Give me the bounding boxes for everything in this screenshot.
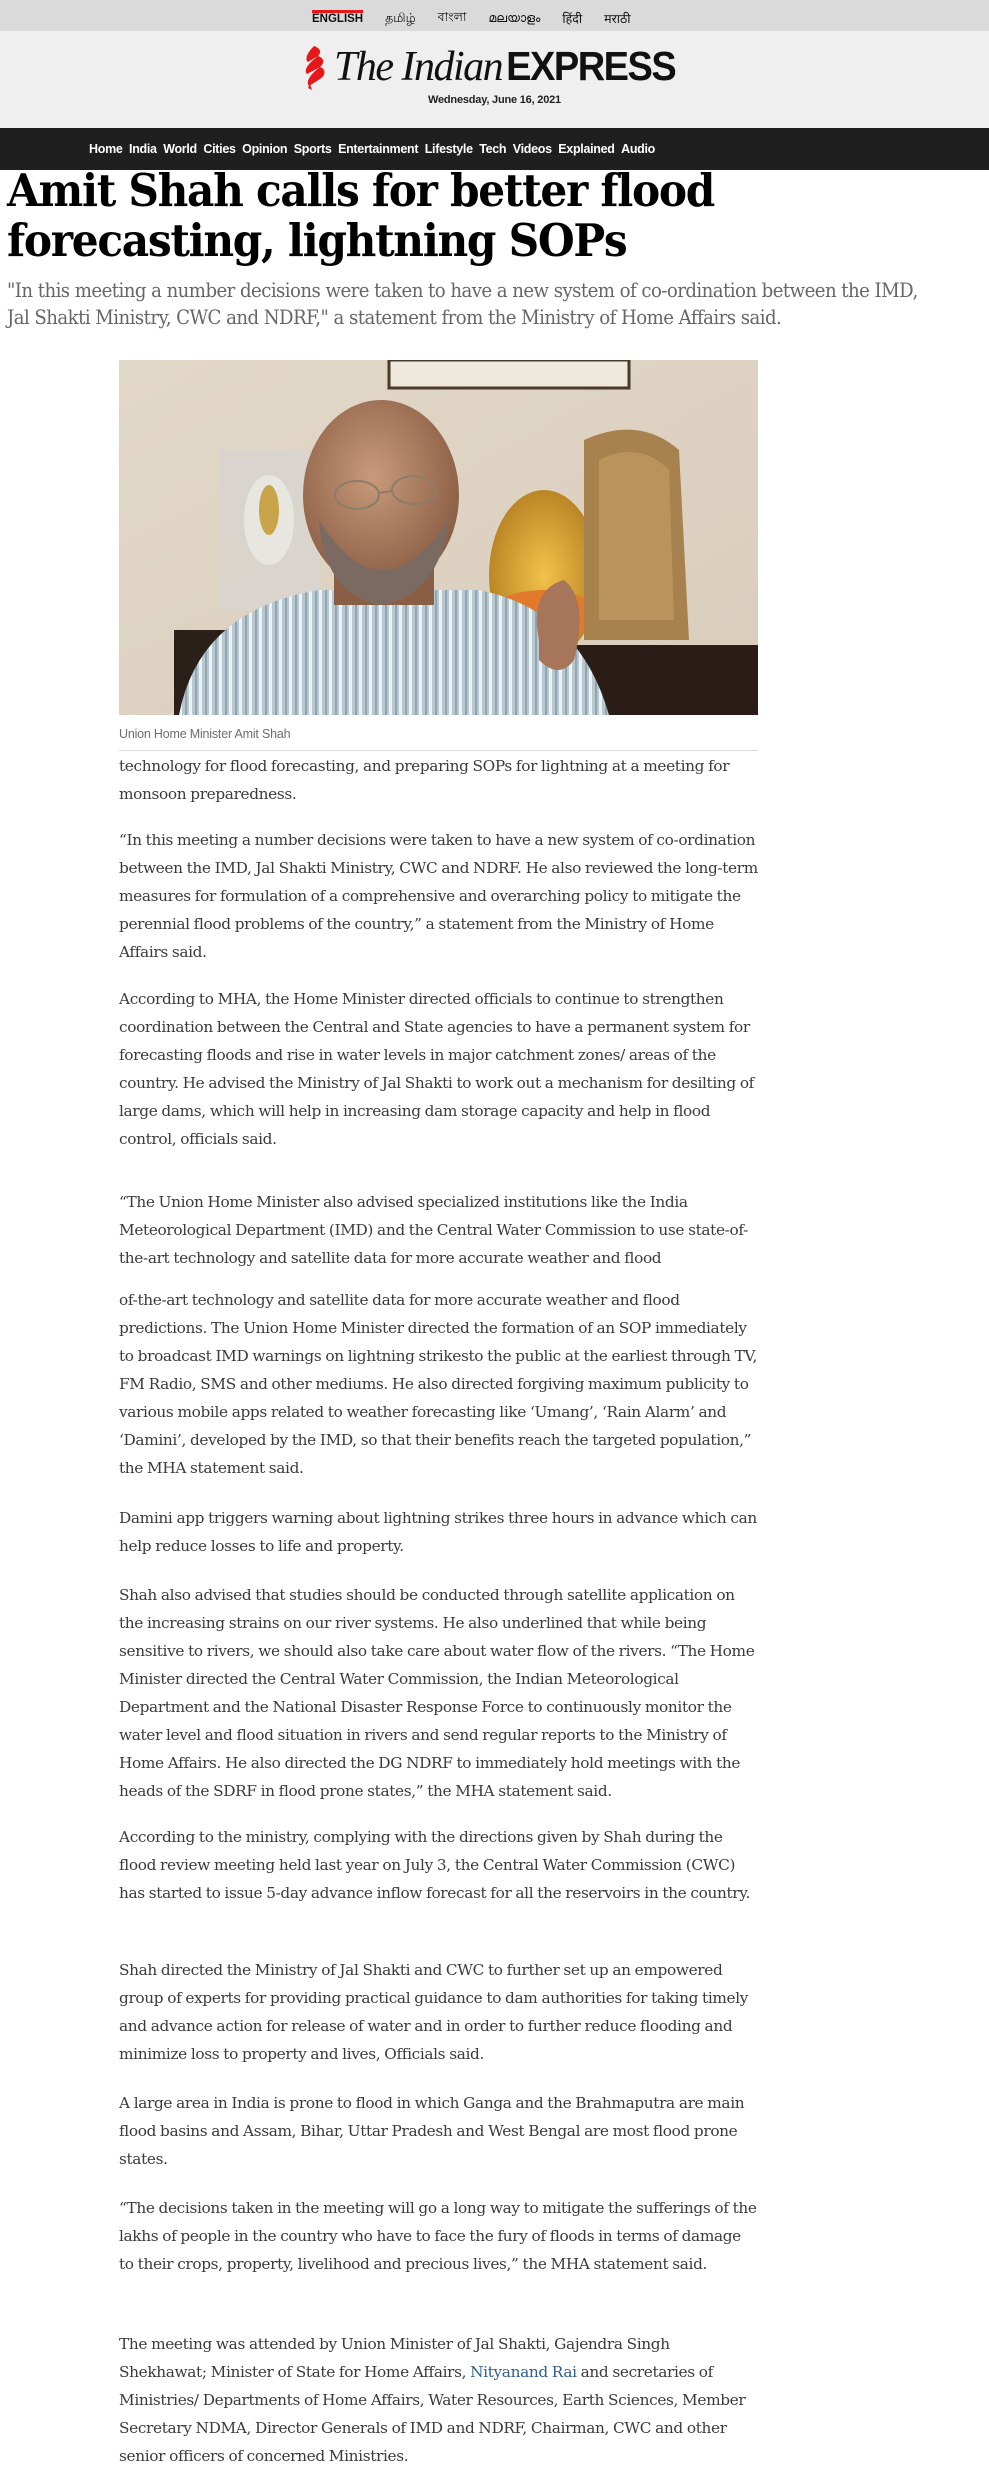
image-caption: Union Home Minister Amit Shah xyxy=(119,727,291,741)
logo-flame-icon xyxy=(300,44,330,90)
site-logo[interactable] xyxy=(300,41,675,93)
article-synopsis: "In this meeting a number decisions were taken to have a new system of co-ordination between the IMD, Jal Shakti Ministry, CWC and NDRF," a statement from the Ministry of Home Affairs said. xyxy=(7,279,918,329)
article-paragraph: “In this meeting a number decisions were taken to have a new system of co-ordination between the IMD, Jal Shakti Ministry, CWC and NDRF. He also reviewed the long-term measures for formulation of a comprehensive and overarching policy to mitigate the perennial flood problems of the country,” a statement from the Ministry of Home Affairs said. xyxy=(119,831,758,961)
masthead xyxy=(0,31,989,128)
article-paragraph: Damini app triggers warning about lightning strikes three hours in advance which can help reduce losses to life and property. xyxy=(119,1509,757,1555)
article-paragraph: According to the ministry, complying with the directions given by Shah during the flood review meeting held last year on July 3, the Central Water Commission (CWC) has started to issue 5-day advance inflow forecast for all the reservoirs in the country. xyxy=(119,1828,750,1902)
nav-item-india[interactable]: India xyxy=(129,142,157,156)
language-marathi[interactable]: मराठी xyxy=(604,12,631,26)
nav-item-world[interactable]: World xyxy=(163,142,197,156)
logo-express: EXPRESS xyxy=(506,44,676,90)
language-malayalam[interactable]: മലയാളം xyxy=(488,11,541,25)
current-date: Wednesday, June 16, 2021 xyxy=(428,94,561,106)
nav-item-audio[interactable]: Audio xyxy=(621,142,656,156)
article-paragraph: According to MHA, the Home Minister directed officials to continue to strengthen coordination between the Central and State agencies to have a permanent system for forecasting floods and rise in water levels in major catchment zones/ areas of the country. He advised the Ministry of Jal Shakti to work out a mechanism for desilting of large dams, which will help in increasing dam storage capacity and help in flood control, officials said. xyxy=(119,990,754,1148)
paragraph-text: and secretaries of Ministries/ Departments of Home Affairs, Water Resources, Earth Sciences, Member Secretary NDMA, Director Generals of IMD and NDRF, Chairman, CWC and other senior officers of concerned Ministries. xyxy=(119,2363,746,2465)
article-headline: Amit Shah calls for better flood forecasting, lightning SOPs xyxy=(7,164,715,267)
article-paragraph-last xyxy=(119,2330,759,2470)
language-tamil[interactable]: தமிழ் xyxy=(385,10,416,25)
language-english[interactable]: ENGLISH xyxy=(312,7,363,25)
article-paragraph: Shah directed the Ministry of Jal Shakti and CWC to further set up an empowered group of experts for providing practical guidance to dam authorities for taking timely and advance action for release of water and in order to further reduce flooding and minimize loss to property and lives, Officials said. xyxy=(119,1961,749,2063)
caption-divider xyxy=(119,750,758,751)
article-paragraph: A large area in India is prone to flood in which Ganga and the Brahmaputra are main flood basins and Assam, Bihar, Uttar Pradesh and West Bengal are most flood prone states. xyxy=(119,2094,745,2168)
nav-item-cities[interactable]: Cities xyxy=(203,142,236,156)
nav-item-opinion[interactable]: Opinion xyxy=(242,142,288,156)
language-bar xyxy=(0,0,989,31)
article-paragraph: Shah also advised that studies should be conducted through satellite application on the increasing strains on our river systems. He also underlined that while being sensitive to rivers, we should also take care about water flow of the rivers. “The Home Minister directed the Central Water Commission, the Indian Meteorological Department and the National Disaster Response Force to continuously monitor the water level and flood situation in rivers and send regular reports to the Ministry of Home Affairs. He also directed the DG NDRF to immediately hold meetings with the heads of the SDRF in flood prone states,” the MHA statement said. xyxy=(119,1586,755,1800)
article-figure xyxy=(119,360,758,751)
paragraph-text: The meeting was attended by Union Minister of Jal Shakti, Gajendra Singh Shekhawat; Minister of State for Home Affairs, xyxy=(119,2335,670,2381)
article-paragraph: “The decisions taken in the meeting will go a long way to mitigate the sufferings of the lakhs of people in the country who have to face the fury of floods in terms of damage to their crops, property, livelihood and precious lives,” the MHA statement said. xyxy=(119,2199,757,2273)
nav-item-sports[interactable]: Sports xyxy=(293,142,332,156)
nav-item-entertainment[interactable]: Entertainment xyxy=(338,142,419,156)
nityanand-rai-link[interactable]: Nityanand Rai xyxy=(470,2363,577,2381)
nav-item-explained[interactable]: Explained xyxy=(558,142,615,156)
language-list xyxy=(312,0,652,31)
article-paragraph: of-the-art technology and satellite data for more accurate weather and flood predictions. The Union Home Minister directed the formation of an SOP immediately to broadcast IMD warnings on lightning strikesto the public at the earliest through TV, FM Radio, SMS and other mediums. He also directed forgiving maximum publicity to various mobile apps related to weather forecasting like ‘Umang’, ‘Rain Alarm’ and ‘Damini’, developed by the IMD, so that their benefits reach the targeted population,” the MHA statement said. xyxy=(119,1291,757,1477)
nav-item-home[interactable]: Home xyxy=(89,142,123,156)
article-photo xyxy=(119,360,758,715)
language-hindi[interactable]: हिंदी xyxy=(562,12,583,26)
nav-item-videos[interactable]: Videos xyxy=(512,142,552,156)
nav-item-lifestyle[interactable]: Lifestyle xyxy=(424,142,473,156)
article-paragraph: technology for flood forecasting, and preparing SOPs for lightning at a meeting for monsoon preparedness. xyxy=(119,757,730,803)
article-paragraph-truncated: “The Union Home Minister also advised specialized institutions like the India Meteorological Department (IMD) and the Central Water Commission to use state-of-the-art technology and satellite data for more accurate weather and flood xyxy=(119,1193,748,1267)
language-bangla[interactable]: বাংলা xyxy=(437,9,467,24)
logo-the-indian: The Indian xyxy=(334,44,503,90)
nav-item-tech[interactable]: Tech xyxy=(479,142,507,156)
